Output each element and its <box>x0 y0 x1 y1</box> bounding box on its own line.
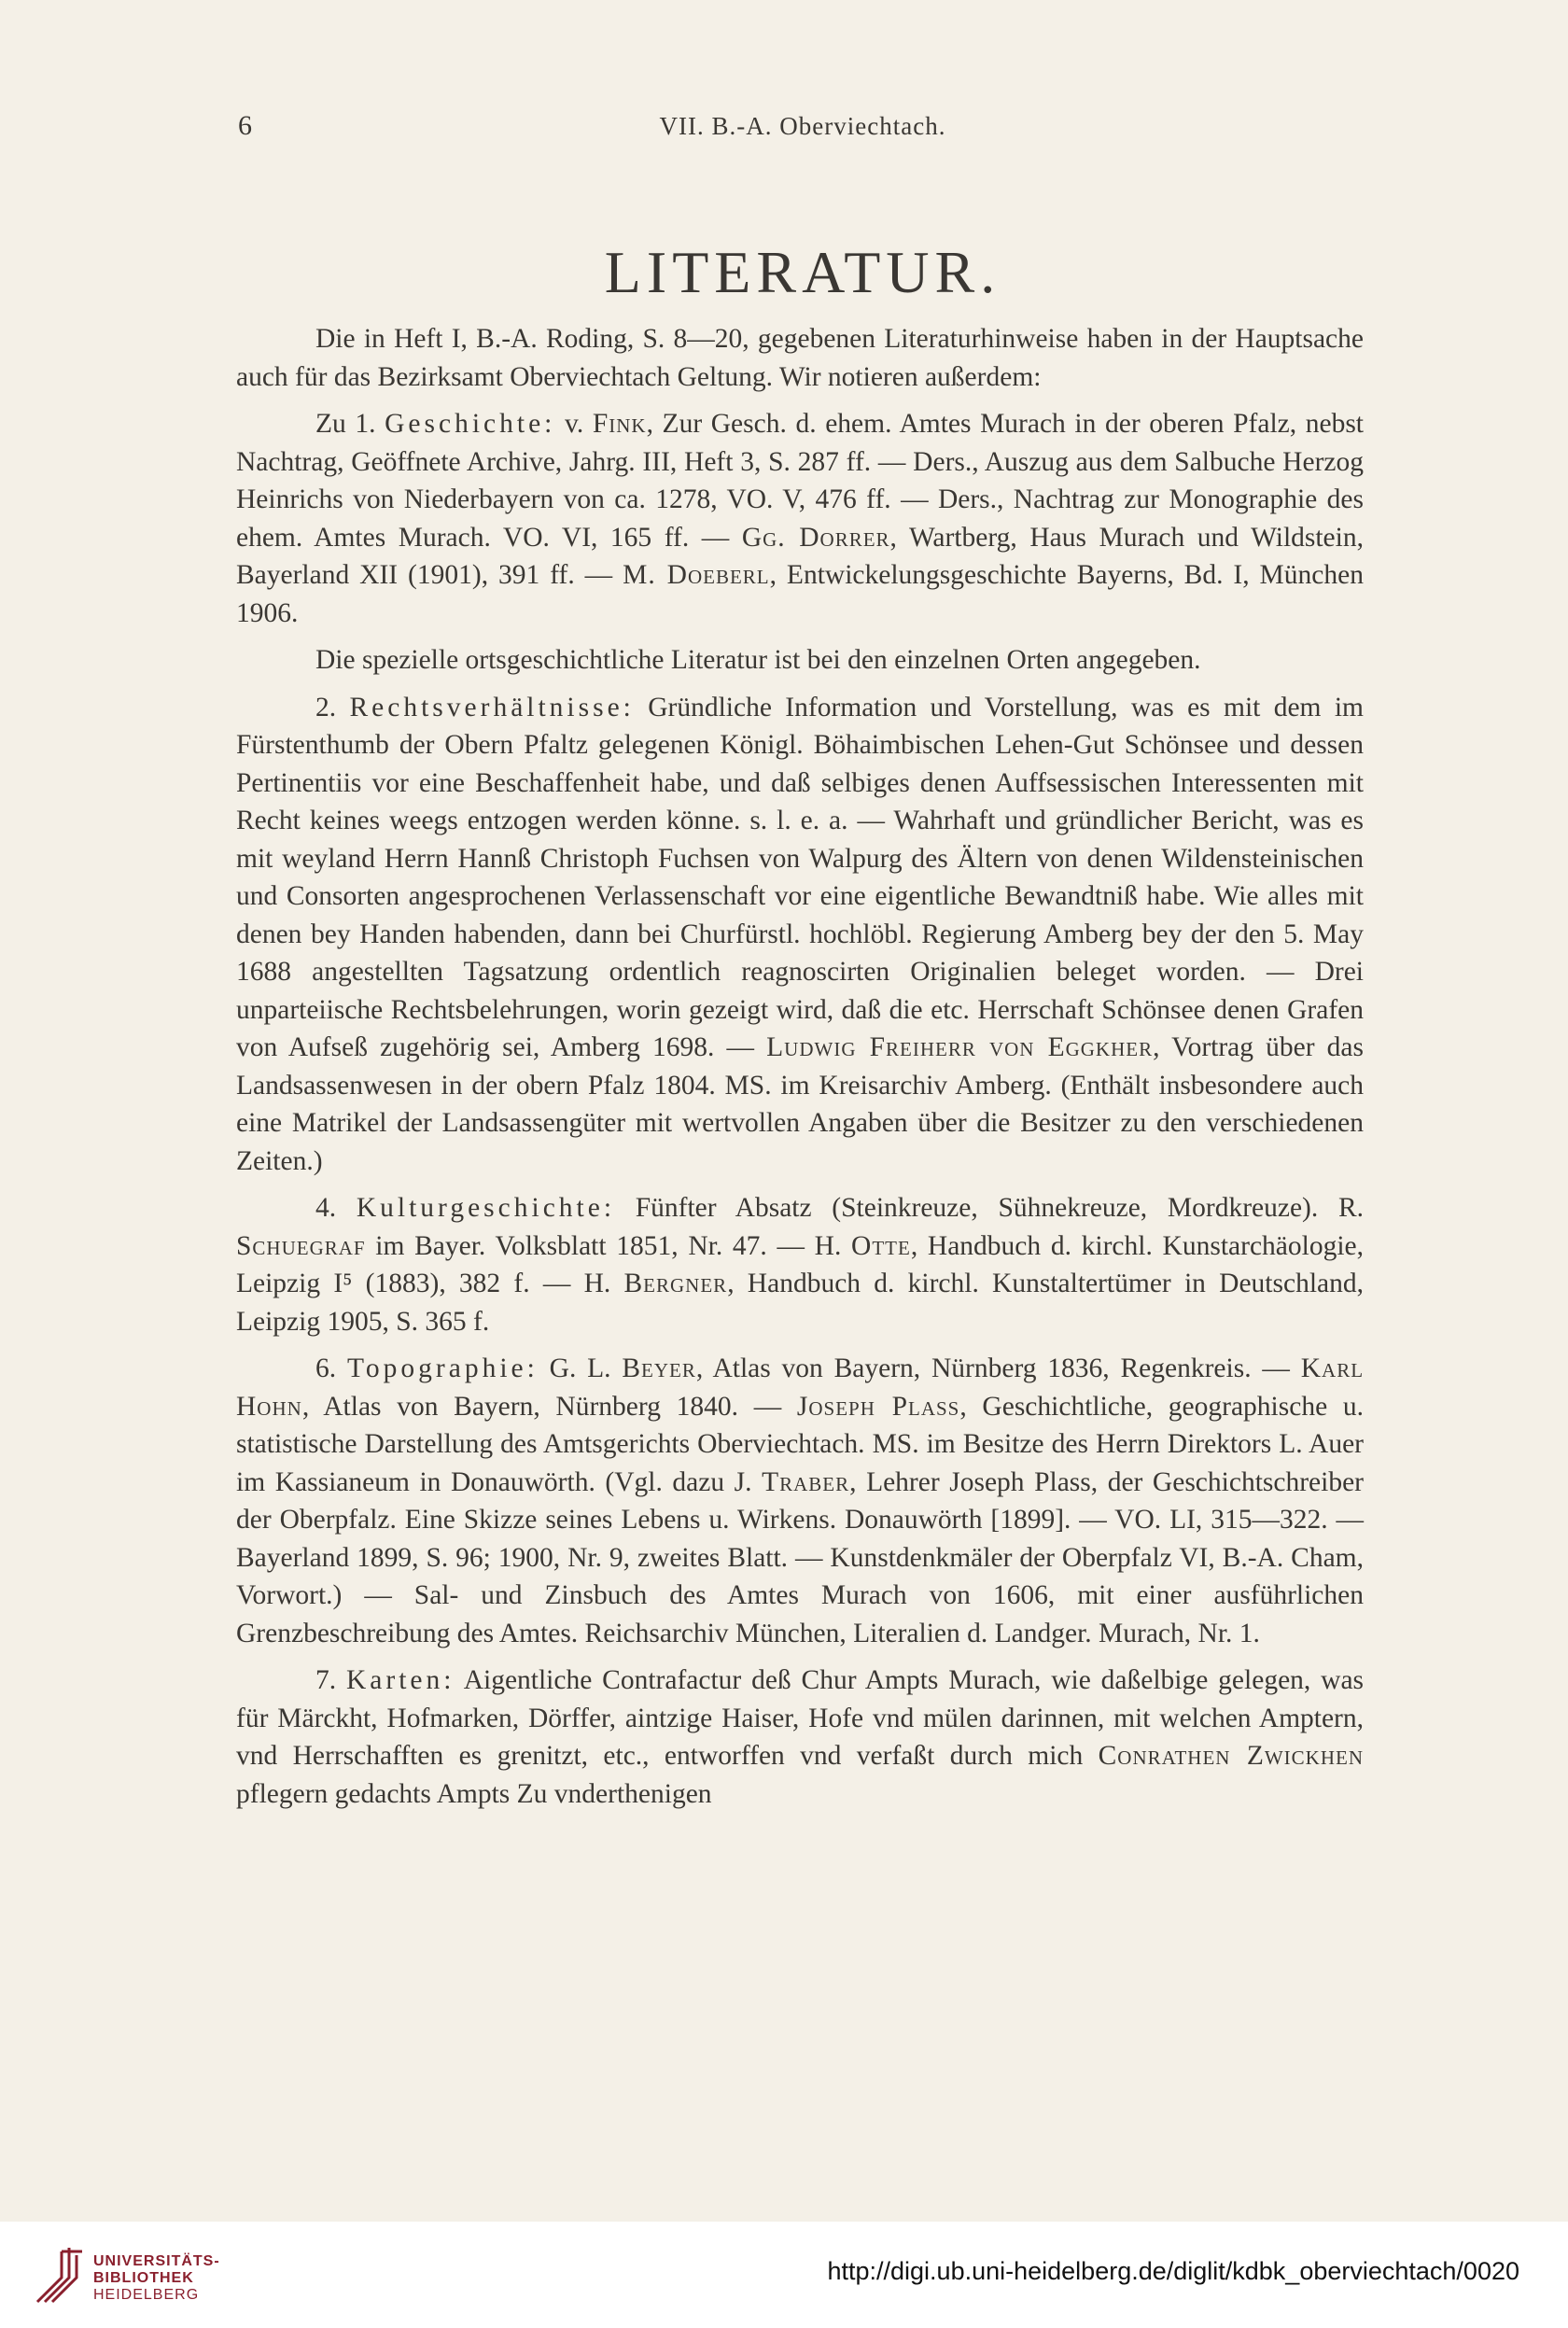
running-title: VII. B.-A. Oberviechtach. <box>659 112 946 140</box>
author-name: Conrathen Zwickhen <box>1098 1741 1364 1771</box>
literature-section: 4. Kulturgeschichte: Fünfter Absatz (Steinkreuze, Sühnekreuze, Mordkreuze). R. Schuegraf im Bayer. Volksblatt 1851, Nr. 47. — H. Otte, Handbuch d. kirchl. Kunstarchäologie, Leipzig I⁵ (1883), 382 f. — H. Bergner, Handbuch d. kirchl. Kunstaltertümer in Deutschland, Leipzig 1905, S. 365 f. <box>236 1193 1365 1337</box>
library-name <box>93 2253 220 2304</box>
source-link[interactable]: http://digi.ub.uni-heidelberg.de/diglit/kdbk_oberviechtach/0020 <box>827 2257 1519 2285</box>
author-name: Bergner <box>623 1269 728 1298</box>
section-number: 2. <box>315 692 350 722</box>
author-name: M. Doeberl <box>623 560 770 590</box>
author-name: Schuegraf <box>236 1230 366 1261</box>
author-name: Fink <box>592 409 647 439</box>
university-library-logo-icon <box>34 2242 86 2306</box>
section-number: Zu 1. <box>315 409 385 439</box>
section-heading: Geschichte: <box>385 409 556 439</box>
section-number: 6. <box>315 1353 347 1383</box>
literature-section: 7. Karten: Aigentliche Contrafactur deß Chur Ampts Murach, wie daßelbige gelegen, was für Märckht, Hofmarken, Dörffer, aintzige Haiser, Hofe vnd mülen darinnen, mit welchen Amptern, vnd Herrschafften es grenitzt, etc., entworffen vnd verfaßt durch mich Conrathen Zwickhen pflegern gedachts Ampts Zu vnderthenigen <box>236 1665 1365 1809</box>
running-head <box>238 110 1367 147</box>
literature-section: 2. Rechtsverhältnisse: Gründliche Information und Vorstellung, was es mit dem im Fürstenthumb der Obern Pfaltz gelegenen Königl. Böhaimbischen Lehen-Gut Schönsee und dessen Pertinentiis vor eine Beschaffenheit habe, und daß selbiges denen Auffsessischen Interessenten mit Recht keines weegs entzogen werden könne. s. l. e. a. — Wahrhaft und gründlicher Bericht, was es mit weyland Herrn Hannß Christoph Fuchsen von Walpurg des Ältern von denen Wildensteinischen und Consorten angesprochenen Verlassenschaft vor eine eigentliche Bewandtniß habe. Wie alles mit denen bey Handen habenden, dann bei Churfürstl. hochlöbl. Regierung Amberg bey der den 5. May 1688 angestellten Tagsatzung ordentlich reagnoscirten Originalien beleget worden. — Drei unparteiische Rechtsbelehrungen, worin gezeigt wird, daß die etc. Herrschaft Schönsee denen Grafen von Aufseß zugehörig sei, Amberg 1698. — Ludwig Freiherr von Eggkher, Vortrag über das Landsassenwesen in der obern Pfalz 1804. MS. im Kreisarchiv Amberg. (Enthält insbesondere auch eine Matrikel der Landsassengüter mit wertvollen Angaben über die Besitzer zu den verschiedenen Zeiten.) <box>236 692 1364 1176</box>
section-heading: Kulturgeschichte: <box>356 1193 616 1223</box>
literature-section: Zu 1. Geschichte: v. Fink, Zur Gesch. d. ehem. Amtes Murach in der oberen Pfalz, nebst Nachtrag, Geöffnete Archive, Jahrg. III, Heft 3, S. 287 ff. — Ders., Auszug aus dem Salbuche Herzog Heinrichs von Niederbayern von ca. 1278, VO. V, 476 ff. — Ders., Nachtrag zur Monographie des ehem. Amtes Murach. VO. VI, 165 ff. — Gg. Dorrer, Wartberg, Haus Murach und Wildstein, Bayerland XII (1901), 391 ff. — M. Doeberl, Entwickelungsgeschichte Bayerns, Bd. I, München 1906. <box>236 409 1365 628</box>
library-name-line: HEIDELBERG <box>93 2287 200 2303</box>
section-number: 7. <box>315 1665 346 1695</box>
library-name-line: BIBLIOTHEK <box>93 2270 194 2286</box>
author-name: Joseph Plass <box>796 1391 960 1422</box>
section-number: 4. <box>315 1193 357 1223</box>
section-heading: Rechtsverhältnisse: <box>349 692 635 722</box>
section-heading: Karten: <box>345 1665 455 1695</box>
literature-sections <box>236 405 1364 1813</box>
page-number: 6 <box>238 110 253 141</box>
author-name: Gg. Dorrer <box>741 522 890 553</box>
library-name-line: UNIVERSITÄTS- <box>93 2253 220 2269</box>
author-name: Otte <box>851 1230 911 1261</box>
literature-section: 6. Topographie: G. L. Beyer, Atlas von Bayern, Nürnberg 1836, Regenkreis. — Karl Hohn, Atlas von Bayern, Nürnberg 1840. — Joseph Plass, Geschichtliche, geographische u. statistische Darstellung des Amtsgerichts Oberviechtach. MS. im Besitze des Herrn Direktors L. Auer im Kassianeum in Donauwörth. (Vgl. dazu J. Traber, Lehrer Joseph Plass, der Geschichtschreiber der Oberpfalz. Eine Skizze seines Lebens u. Wirkens. Donauwörth [1899]. — VO. LI, 315—322. — Bayerland 1899, S. 96; 1900, Nr. 9, zweites Blatt. — Kunstdenkmäler der Oberpfalz VI, B.-A. Cham, Vorwort.) — Sal- und Zinsbuch des Amtes Murach von 1606, mit einer ausführlichen Grenzbeschreibung des Amtes. Reichsarchiv München, Literalien d. Landger. Murach, Nr. 1. <box>236 1353 1365 1648</box>
page-title: LITERATUR. <box>604 239 1001 305</box>
author-name: Karl Hohn <box>236 1353 1365 1422</box>
author-name: Traber <box>762 1466 850 1497</box>
literature-section: Die spezielle ortsgeschichtliche Literatur ist bei den einzelnen Orten angegeben. <box>315 645 1201 675</box>
body-text <box>236 320 1364 1822</box>
footer <box>0 2222 1568 2328</box>
author-name: Beyer <box>622 1353 696 1383</box>
author-name: Ludwig Freiherr von Eggkher <box>766 1032 1154 1062</box>
intro-paragraph: Die in Heft I, B.-A. Roding, S. 8—20, gegebenen Literaturhinweise haben in der Hauptsache auch für das Bezirksamt Oberviechtach Geltung. Wir notieren außerdem: <box>236 324 1364 392</box>
section-heading: Topographie: <box>346 1353 539 1383</box>
